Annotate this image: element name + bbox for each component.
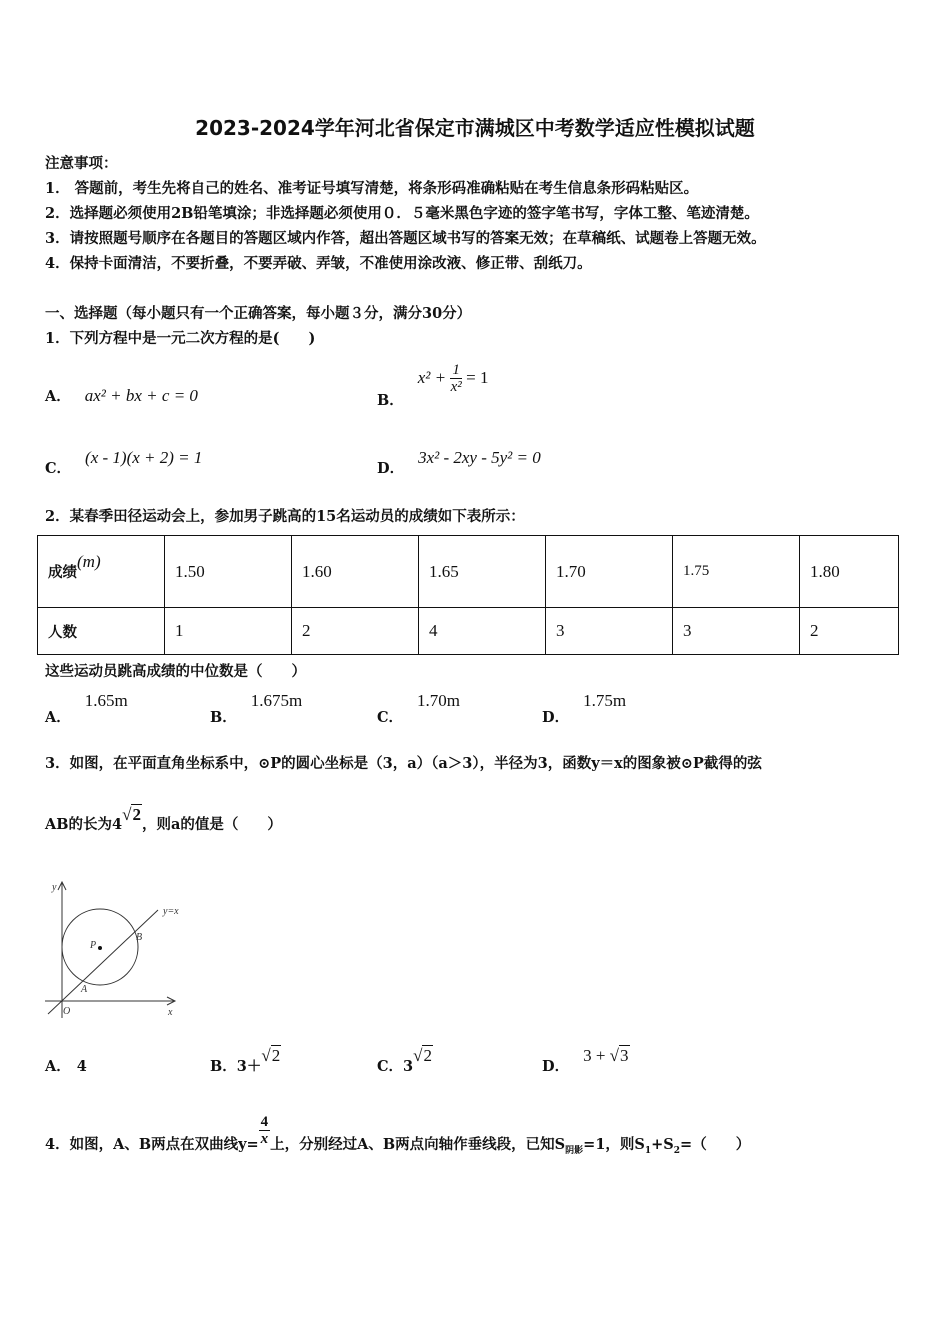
table-cell: 1.70	[546, 536, 673, 608]
option-value: 1.65m	[84, 691, 128, 710]
q2-stem: 2．某春季田径运动会上，参加男子跳高的15名运动员的成绩如下表所示：	[45, 508, 525, 525]
option-label: A．	[45, 388, 71, 405]
option-label: B．	[377, 392, 404, 409]
table-cell: 2	[800, 608, 899, 655]
subscript: 1	[644, 1145, 652, 1156]
denominator: x²	[450, 379, 462, 395]
header-text: 成绩	[48, 565, 77, 581]
section-heading: 一、选择题（每小题只有一个正确答案，每小题３分，满分30分）	[45, 305, 472, 322]
q1-stem: 1．下列方程中是一元二次方程的是( )	[45, 330, 316, 347]
q1-option-a[interactable]	[45, 385, 198, 406]
stem-text: =（ ）	[680, 1135, 751, 1153]
option-expr-tail: = 1	[461, 368, 489, 387]
y-label: y	[52, 882, 57, 893]
sqrt-radicand: 3	[620, 1046, 629, 1065]
numerator: 4	[260, 1114, 269, 1130]
table-cell: 1.65	[419, 536, 546, 608]
q1-option-b[interactable]	[377, 362, 489, 409]
line-y-equals-x	[48, 910, 158, 1014]
option-label: D．	[542, 709, 570, 726]
table-row	[38, 536, 899, 608]
option-value: 1.75m	[583, 691, 627, 710]
option-label: C．	[377, 709, 404, 726]
option-value: 3 +	[583, 1046, 610, 1065]
subscript: 2	[673, 1145, 681, 1156]
x-label: x	[168, 1007, 173, 1018]
q3-stem-line1: 3．如图，在平面直角坐标系中，⊙P的圆心坐标是（3，a）（a＞3），半径为3，函数y＝x的图象被⊙P截得的弦	[45, 755, 762, 772]
option-expr: ax² + bx + c = 0	[84, 386, 198, 405]
q2-option-a[interactable]	[45, 690, 128, 726]
origin-label: O	[63, 1006, 71, 1017]
table-cell: 1.80	[800, 536, 899, 608]
table-row	[38, 608, 899, 655]
notice-heading: 注意事项：	[45, 155, 118, 172]
fraction	[450, 362, 462, 395]
option-label: C．	[377, 1058, 404, 1075]
table-cell: 2	[292, 608, 419, 655]
option-label: B．	[210, 709, 237, 726]
option-label: D．	[542, 1058, 570, 1075]
q2-option-d[interactable]	[542, 690, 627, 726]
option-label: C．	[45, 460, 72, 477]
q2-question: 这些运动员跳高成绩的中位数是（ ）	[45, 663, 306, 680]
option-value: 4	[76, 1058, 87, 1075]
notice-item: 2．选择题必须使用2B铅笔填涂；非选择题必须使用０．５毫米黑色字迹的签字笔书写，字体工整、笔迹清楚。	[45, 205, 759, 222]
fraction	[259, 1114, 271, 1147]
table-cell: 1	[165, 608, 292, 655]
option-expr: 3x² - 2xy - 5y² = 0	[418, 448, 541, 467]
q3-stem-line2: AB的长为4√2，则a的值是（ ）	[45, 805, 282, 833]
table-cell: 3	[673, 608, 800, 655]
sqrt-radicand: 2	[423, 1046, 432, 1065]
option-expr: x² +	[417, 368, 451, 387]
option-label: A．	[45, 709, 71, 726]
stem-text: ，则a的值是（ ）	[141, 816, 282, 833]
table-cell: 1.75	[673, 536, 800, 608]
q1-option-d[interactable]	[377, 447, 541, 477]
option-value: 1.70m	[417, 691, 461, 710]
denominator: x	[260, 1131, 269, 1147]
option-expr: (x - 1)(x + 2) = 1	[85, 448, 203, 467]
sqrt-radicand: 2	[132, 805, 141, 824]
q3-option-c[interactable]: C．3√2	[377, 1046, 432, 1075]
row-header	[38, 536, 165, 608]
stem-text: =1，则S	[583, 1135, 645, 1153]
notice-item: 1． 答题前，考生先将自己的姓名、准考证号填写清楚，将条形码准确粘贴在考生信息条形码粘贴区。	[45, 180, 699, 197]
a-label: A	[81, 984, 88, 995]
stem-text: 上，分别经过A、B两点向轴作垂线段，已知S	[270, 1135, 566, 1153]
notice-item: 4．保持卡面清洁，不要折叠，不要弄破、弄皱，不准使用涂改液、修正带、刮纸刀。	[45, 255, 592, 272]
p-label: P	[90, 940, 97, 951]
table-cell: 4	[419, 608, 546, 655]
page-title: 2023-2024学年河北省保定市满城区中考数学适应性模拟试题	[195, 116, 755, 140]
q2-option-b[interactable]	[210, 690, 303, 726]
option-value: 1.675m	[250, 691, 303, 710]
option-label: D．	[377, 460, 405, 477]
center-point	[98, 946, 102, 950]
unit: (m)	[77, 552, 101, 571]
stem-text: +S	[651, 1135, 674, 1153]
sqrt-radicand: 2	[271, 1046, 281, 1065]
option-label: A．	[45, 1058, 71, 1075]
option-value: 3＋	[236, 1058, 262, 1075]
option-value: 3	[403, 1058, 414, 1075]
q1-option-c[interactable]	[45, 447, 203, 477]
q3-figure	[40, 870, 200, 1030]
table-cell: 3	[546, 608, 673, 655]
table-cell: 1.60	[292, 536, 419, 608]
q4-stem	[45, 1102, 751, 1156]
table-cell: 1.50	[165, 536, 292, 608]
numerator: 1	[452, 362, 460, 378]
option-label: B．	[210, 1058, 237, 1075]
notice-item: 3．请按照题号顺序在各题目的答题区域内作答，超出答题区域书写的答案无效；在草稿纸、试题卷上答题无效。	[45, 230, 766, 247]
q2-option-c[interactable]	[377, 690, 461, 726]
stem-text: AB的长为4	[45, 816, 123, 833]
q3-option-d[interactable]: D．3 + √3	[542, 1046, 629, 1075]
b-label: B	[136, 932, 143, 943]
subscript: 阴影	[565, 1145, 584, 1156]
line-label: y=x	[163, 906, 179, 917]
stem-text: 4．如图，A、B两点在双曲线y=	[45, 1135, 259, 1153]
q3-option-a[interactable]	[45, 1055, 87, 1076]
q3-option-b[interactable]: B．3＋√2	[210, 1046, 281, 1075]
score-table	[37, 535, 899, 655]
row-header: 人数	[38, 608, 165, 655]
